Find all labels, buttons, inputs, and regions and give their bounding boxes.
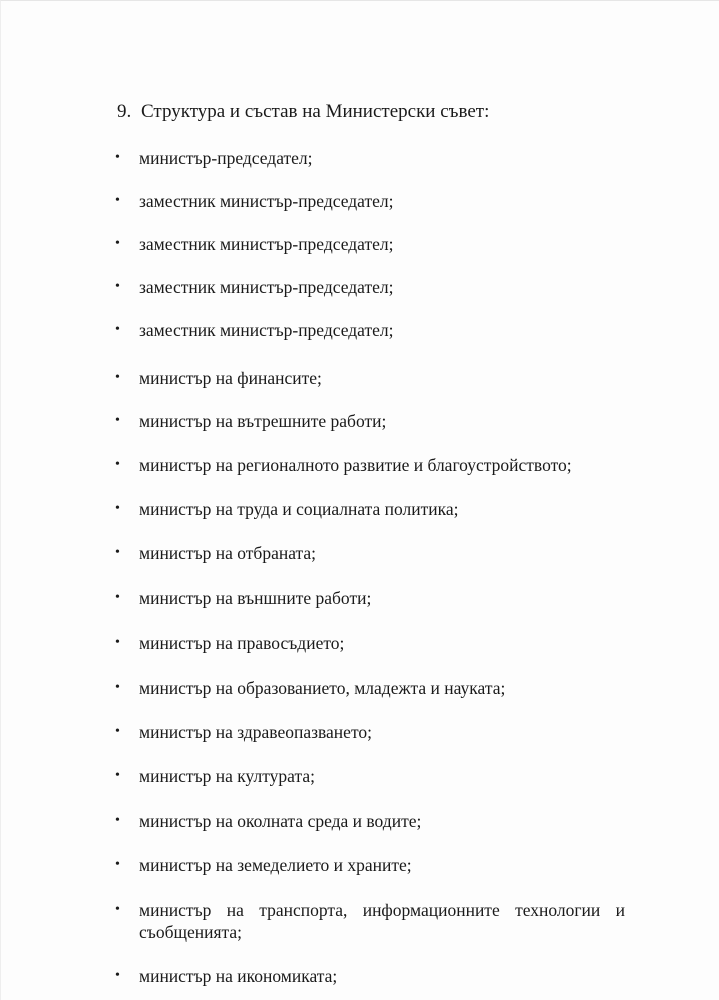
- list-item-text: министър на вътрешните работи;: [139, 411, 387, 431]
- list-item-text: заместник министър-председател;: [139, 277, 394, 297]
- list-item-text: министър на финансите;: [139, 368, 322, 388]
- bullet: •: [115, 322, 120, 337]
- list-item-text: министър на транспорта, информационните технологии и съобщенията;: [139, 900, 625, 942]
- list-item: [115, 965, 625, 987]
- list-item-text: министър на регионалното развитие и благоустройството;: [139, 455, 572, 475]
- list-item-text: заместник министър-председател;: [139, 191, 394, 211]
- bullet: •: [115, 501, 120, 516]
- list-item: [115, 587, 625, 609]
- list-item: [115, 147, 625, 169]
- list-item: [115, 233, 625, 255]
- bullet: •: [115, 768, 120, 783]
- bullet: •: [115, 968, 120, 983]
- list-item: [115, 410, 625, 432]
- bullet: •: [115, 680, 120, 695]
- list-item: [115, 190, 625, 212]
- bullet: •: [115, 370, 120, 385]
- bullet: •: [115, 545, 120, 560]
- section-heading: [117, 100, 489, 124]
- bullet: •: [115, 635, 120, 650]
- bullet: •: [115, 150, 120, 165]
- bullet: •: [115, 857, 120, 872]
- list-item-text: министър на земеделието и храните;: [139, 855, 412, 875]
- bullet: •: [115, 902, 120, 917]
- bullet: •: [115, 413, 120, 428]
- list-item-text: министър на външните работи;: [139, 588, 372, 608]
- list-item-text: министър на здравеопазването;: [139, 722, 372, 742]
- bullet: •: [115, 193, 120, 208]
- list-item-text: министър на правосъдието;: [139, 633, 345, 653]
- list-item: [115, 765, 625, 787]
- list-item: [115, 454, 625, 476]
- list-item: [115, 721, 625, 743]
- bullet: •: [115, 279, 120, 294]
- list-item-text: министър на отбраната;: [139, 543, 317, 563]
- list-item: [115, 854, 625, 876]
- bullet: •: [115, 236, 120, 251]
- section-number: 9.: [117, 101, 132, 122]
- list-item-text: министър на труда и социалната политика;: [139, 499, 459, 519]
- list-item-text: министър на околната среда и водите;: [139, 811, 422, 831]
- list-item: [115, 542, 625, 564]
- list-item: [115, 498, 625, 520]
- bullet: •: [115, 813, 120, 828]
- bullet: •: [115, 457, 120, 472]
- bullet: •: [115, 590, 120, 605]
- list-item-text: министър на културата;: [139, 766, 315, 786]
- bullet: •: [115, 724, 120, 739]
- list-item-text: министър на образованието, младежта и науката;: [139, 678, 506, 698]
- list-item: [115, 899, 625, 943]
- list-item-text: министър на икономиката;: [139, 966, 338, 986]
- list-item: [115, 276, 625, 298]
- list-item: [115, 810, 625, 832]
- list-item-text: министър-председател;: [139, 148, 313, 168]
- list-item-text: заместник министър-председател;: [139, 320, 394, 340]
- list-item-text: заместник министър-председател;: [139, 234, 394, 254]
- list-item: [115, 319, 625, 341]
- list-item: [115, 367, 625, 389]
- list-item: [115, 677, 625, 699]
- list-item: [115, 632, 625, 654]
- section-title: Структура и състав на Министерски съвет:: [141, 101, 490, 122]
